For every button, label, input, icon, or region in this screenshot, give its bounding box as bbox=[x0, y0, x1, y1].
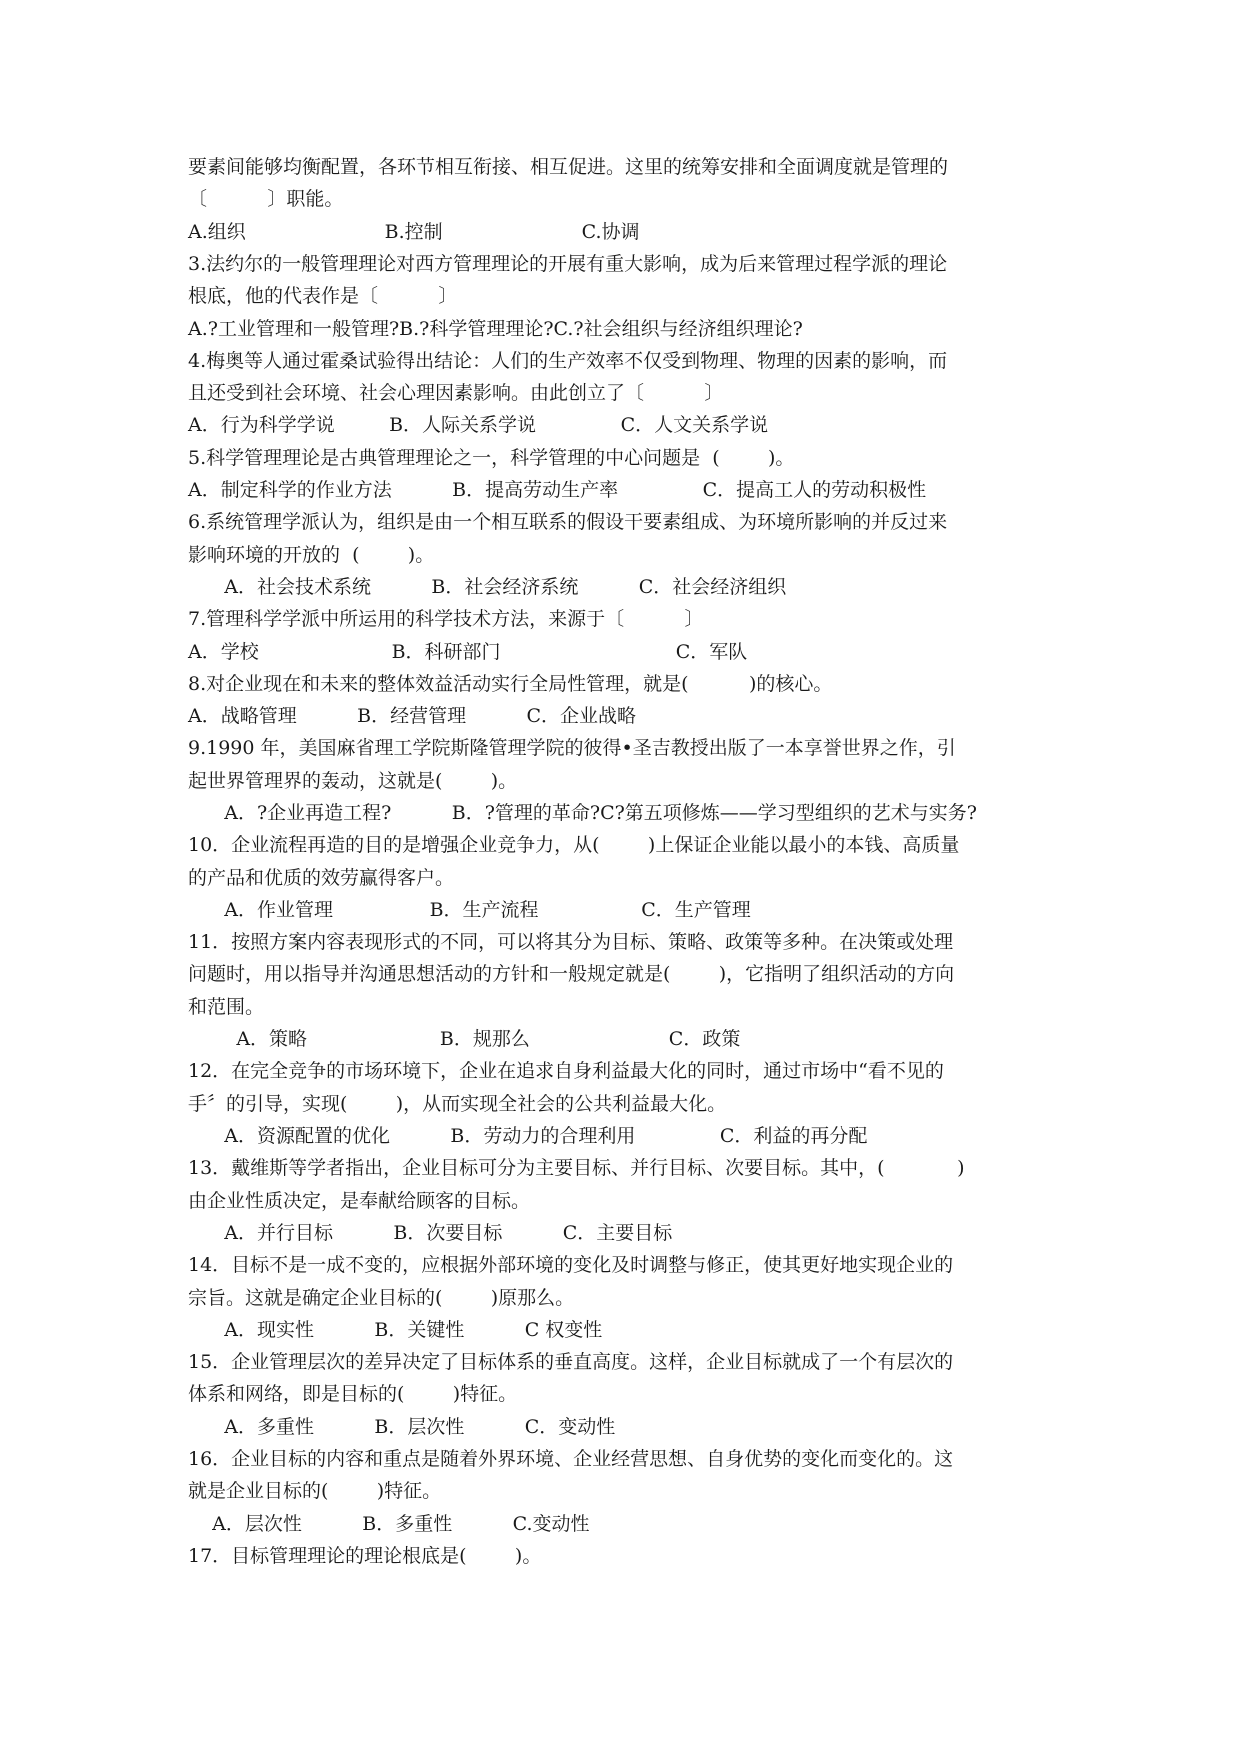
text-line: 〔 〕职能。 bbox=[188, 188, 344, 210]
text-line: 体系和网络，即是目标的( )特征。 bbox=[188, 1383, 518, 1405]
question-line: 3.法约尔的一般管理理论对西方管理理论的开展有重大影响，成为后来管理过程学派的理论 bbox=[188, 253, 948, 275]
options-line: A．制定科学的作业方法 B．提高劳动生产率 C．提高工人的劳动积极性 bbox=[188, 479, 927, 501]
options-line: A．行为科学学说 B．人际关系学说 C．人文关系学说 bbox=[188, 414, 769, 436]
question-line: 7.管理科学学派中所运用的科学技术方法，来源于〔 〕 bbox=[188, 608, 704, 630]
question-line: 13．戴维斯等学者指出，企业目标可分为主要目标、并行目标、次要目标。其中，( ) bbox=[188, 1157, 965, 1179]
text-line: 影响环境的开放的 ( )。 bbox=[188, 544, 435, 566]
options-line: A．策略 B．规那么 C．政策 bbox=[188, 1028, 741, 1050]
text-line: 手〞的引导，实现( )，从而实现全社会的公共利益最大化。 bbox=[188, 1093, 727, 1115]
options-line: A．学校 B．科研部门 C．军队 bbox=[188, 641, 748, 663]
options-line: A．现实性 B．关键性 C 权变性 bbox=[188, 1319, 603, 1341]
text-line: 问题时，用以指导并沟通思想活动的方针和一般规定就是( )，它指明了组织活动的方向 bbox=[188, 963, 955, 985]
text-line: 的产品和优质的效劳赢得客户。 bbox=[188, 867, 455, 889]
text-line: 宗旨。这就是确定企业目标的( )原那么。 bbox=[188, 1287, 575, 1309]
text-line: 根底，他的代表作是〔 〕 bbox=[188, 285, 458, 307]
options-line: A.组织 B.控制 C.协调 bbox=[188, 221, 640, 243]
options-line: A．资源配置的优化 B．劳动力的合理利用 C．利益的再分配 bbox=[188, 1125, 868, 1147]
question-line: 5.科学管理理论是古典管理理论之一，科学管理的中心问题是 ( )。 bbox=[188, 447, 795, 469]
question-line: 8.对企业现在和未来的整体效益活动实行全局性管理，就是( )的核心。 bbox=[188, 673, 833, 695]
text-line: 由企业性质决定，是奉献给顾客的目标。 bbox=[188, 1190, 531, 1212]
question-line: 16．企业目标的内容和重点是随着外界环境、企业经营思想、自身优势的变化而变化的。这 bbox=[188, 1448, 954, 1470]
question-line: 17．目标管理理论的理论根底是( )。 bbox=[188, 1545, 542, 1567]
question-line: 6.系统管理学派认为，组织是由一个相互联系的假设干要素组成、为环境所影响的并反过来 bbox=[188, 511, 948, 533]
question-line: 15．企业管理层次的差异决定了目标体系的垂直高度。这样，企业目标就成了一个有层次的 bbox=[188, 1351, 954, 1373]
options-line: A．作业管理 B．生产流程 C．生产管理 bbox=[188, 899, 751, 921]
options-line: A．战略管理 B．经营管理 C．企业战略 bbox=[188, 705, 637, 727]
options-line: A．?企业再造工程? B．?管理的革命?C?第五项修炼——学习型组织的艺术与实务? bbox=[188, 802, 977, 824]
question-line: 14．目标不是一成不变的，应根据外部环境的变化及时调整与修正，使其更好地实现企业的 bbox=[188, 1254, 954, 1276]
options-line: A.?工业管理和一般管理?B.?科学管理理论?C.?社会组织与经济组织理论? bbox=[188, 318, 803, 340]
text-line: 和范围。 bbox=[188, 996, 265, 1018]
question-line: 4.梅奥等人通过霍桑试验得出结论：人们的生产效率不仅受到物理、物理的因素的影响，而 bbox=[188, 350, 948, 372]
options-line: A．多重性 B．层次性 C．变动性 bbox=[188, 1416, 616, 1438]
text-line: 就是企业目标的( )特征。 bbox=[188, 1480, 442, 1502]
text-line: 要素间能够均衡配置，各环节相互衔接、相互促进。这里的统筹安排和全面调度就是管理的 bbox=[188, 156, 949, 178]
question-line: 9.1990 年，美国麻省理工学院斯隆管理学院的彼得•圣吉教授出版了一本享誉世界之作，引 bbox=[188, 737, 956, 759]
options-line: A．层次性 B．多重性 C.变动性 bbox=[188, 1513, 590, 1535]
text-line: 起世界管理界的轰动，这就是( )。 bbox=[188, 770, 518, 792]
question-line: 12．在完全竞争的市场环境下，企业在追求自身利益最大化的同时，通过市场中“看不见的 bbox=[188, 1060, 944, 1082]
text-line: 且还受到社会环境、社会心理因素影响。由此创立了〔 〕 bbox=[188, 382, 724, 404]
question-line: 10．企业流程再造的目的是增强企业竞争力，从( )上保证企业能以最小的本钱、高质量 bbox=[188, 834, 960, 856]
question-line: 11．按照方案内容表现形式的不同，可以将其分为目标、策略、政策等多种。在决策或处理 bbox=[188, 931, 954, 953]
options-line: A．社会技术系统 B．社会经济系统 C．社会经济组织 bbox=[188, 576, 787, 598]
options-line: A．并行目标 B．次要目标 C．主要目标 bbox=[188, 1222, 673, 1244]
